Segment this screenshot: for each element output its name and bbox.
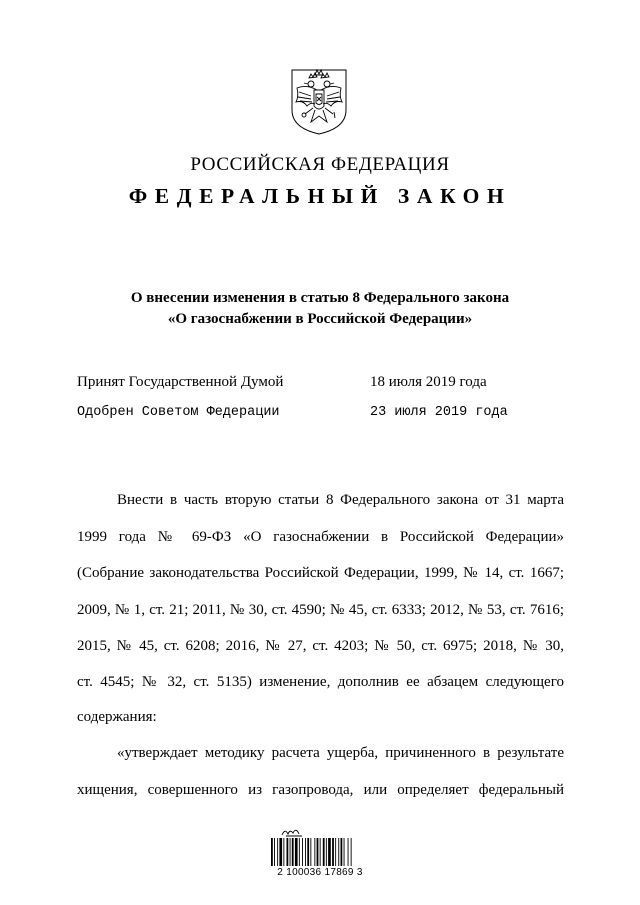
council-approval-label: Одобрен Советом Федерации (77, 405, 280, 420)
body-line-7: содержания: (77, 709, 157, 725)
body-line-5: 2015, № 45, ст. 6208; 2016, № 27, ст. 4203; № 50, ст. 6975; 2018, № 30, (77, 638, 564, 654)
duma-adoption-date: 18 июля 2019 года (370, 374, 487, 390)
coat-of-arms-icon (287, 66, 351, 136)
body-line-2: 1999 года № 69-ФЗ «О газоснабжении в Российской Федерации» (77, 529, 564, 545)
body-line-6: ст. 4545; № 32, ст. 5135) изменение, дополнив ее абзацем следующего (77, 674, 564, 690)
body-line-4: 2009, № 1, ст. 21; 2011, № 30, ст. 4590; № 45, ст. 6333; 2012, № 53, ст. 7616; (77, 602, 564, 618)
law-title (0, 288, 640, 330)
duma-adoption-label: Принят Государственной Думой (77, 374, 284, 390)
handwritten-mark-icon (280, 826, 306, 838)
law-title-line-1: О внесении изменения в статью 8 Федерального закона (130, 290, 510, 306)
document-type: ФЕДЕРАЛЬНЫЙ ЗАКОН (128, 184, 512, 208)
body-line-1: Внести в часть вторую статьи 8 Федерального закона от 31 марта (117, 492, 564, 508)
country-name: РОССИЙСКАЯ ФЕДЕРАЦИЯ (190, 154, 450, 175)
body-line-8: «утверждает методику расчета ущерба, причиненного в результате (117, 745, 564, 761)
council-approval-date: 23 июля 2019 года (370, 405, 508, 420)
body-line-3: (Собрание законодательства Российской Федерации, 1999, № 14, ст. 1667; (77, 565, 564, 581)
body-line-9: хищения, совершенного из газопровода, или определяет федеральный (77, 782, 564, 798)
barcode-number: 2 100036 17869 3 (277, 867, 363, 878)
law-title-line-2: «О газоснабжении в Российской Федерации» (167, 311, 473, 327)
